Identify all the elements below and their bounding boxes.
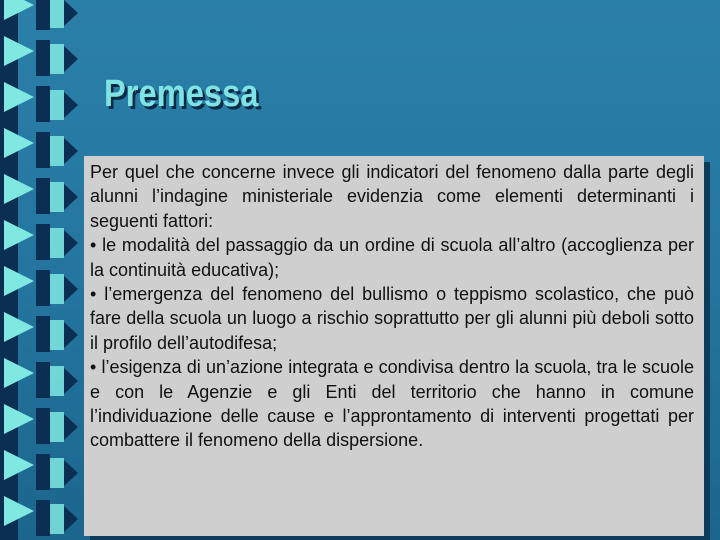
intro-paragraph: Per quel che concerne invece gli indicatori del fenomeno dalla parte degli alunni l’indagine ministeriale evidenzia come elementi determinanti i seguenti fattori:	[90, 162, 694, 231]
bullet-item: • l’esigenza di un’azione integrata e condivisa dentro la scuola, tra le scuole e con le Agenzie e gli Enti del territorio che hanno in comune l’individuazione delle cause e l’approntamento di interventi progettati per combattere il fenomeno della dispersione.	[90, 357, 694, 451]
border-bar-shape	[36, 316, 50, 352]
border-triangle-shape	[64, 230, 78, 256]
border-bar-shape	[36, 500, 50, 536]
border-bar-shape	[50, 412, 64, 442]
border-bar-shape	[50, 182, 64, 212]
border-chevron-shape	[4, 450, 34, 480]
border-bar-shape	[36, 0, 50, 30]
border-bar-shape	[50, 504, 64, 534]
border-triangle-shape	[64, 184, 78, 210]
slide-title: Premessa	[104, 73, 259, 115]
bullet-item: • l’emergenza del fenomeno del bullismo o teppismo scolastico, che può fare della scuola un luogo a rischio soprattutto per gli alunni più deboli sotto il profilo dell’autodifesa;	[90, 284, 694, 353]
border-triangle-shape	[64, 368, 78, 394]
border-bar-shape	[36, 40, 50, 76]
border-chevron-shape	[4, 82, 34, 112]
decorative-left-border	[0, 0, 80, 540]
border-bar-shape	[36, 132, 50, 168]
border-bar-shape	[50, 274, 64, 304]
border-chevron-shape	[4, 358, 34, 388]
border-triangle-shape	[64, 138, 78, 164]
border-triangle-shape	[64, 276, 78, 302]
border-chevron-shape	[4, 266, 34, 296]
border-bar-shape	[36, 270, 50, 306]
border-chevron-shape	[4, 496, 34, 526]
border-bar-shape	[50, 228, 64, 258]
border-bar-shape	[36, 178, 50, 214]
slide-body	[90, 160, 694, 453]
border-bar-shape	[50, 320, 64, 350]
border-triangle-shape	[64, 460, 78, 486]
border-bar-shape	[50, 366, 64, 396]
border-triangle-shape	[64, 414, 78, 440]
border-chevron-shape	[4, 404, 34, 434]
border-bar-shape	[50, 90, 64, 120]
border-triangle-shape	[64, 92, 78, 118]
bullet-item: • le modalità del passaggio da un ordine di scuola all’altro (accoglienza per la continuità educativa);	[90, 235, 694, 280]
border-chevron-shape	[4, 312, 34, 342]
border-chevron-shape	[4, 220, 34, 250]
border-bar-shape	[36, 86, 50, 122]
border-bar-shape	[36, 362, 50, 398]
border-bar-shape	[50, 458, 64, 488]
border-triangle-shape	[64, 0, 78, 26]
border-bar-shape	[50, 44, 64, 74]
border-chevron-shape	[4, 128, 34, 158]
border-chevron-shape	[4, 0, 34, 20]
border-triangle-shape	[64, 46, 78, 72]
border-triangle-shape	[64, 506, 78, 532]
border-bar-shape	[50, 136, 64, 166]
border-chevron-shape	[4, 36, 34, 66]
border-bar-shape	[50, 0, 64, 28]
border-triangle-shape	[64, 322, 78, 348]
border-bar-shape	[36, 408, 50, 444]
border-bar-shape	[36, 454, 50, 490]
border-bar-shape	[36, 224, 50, 260]
border-chevron-shape	[4, 174, 34, 204]
